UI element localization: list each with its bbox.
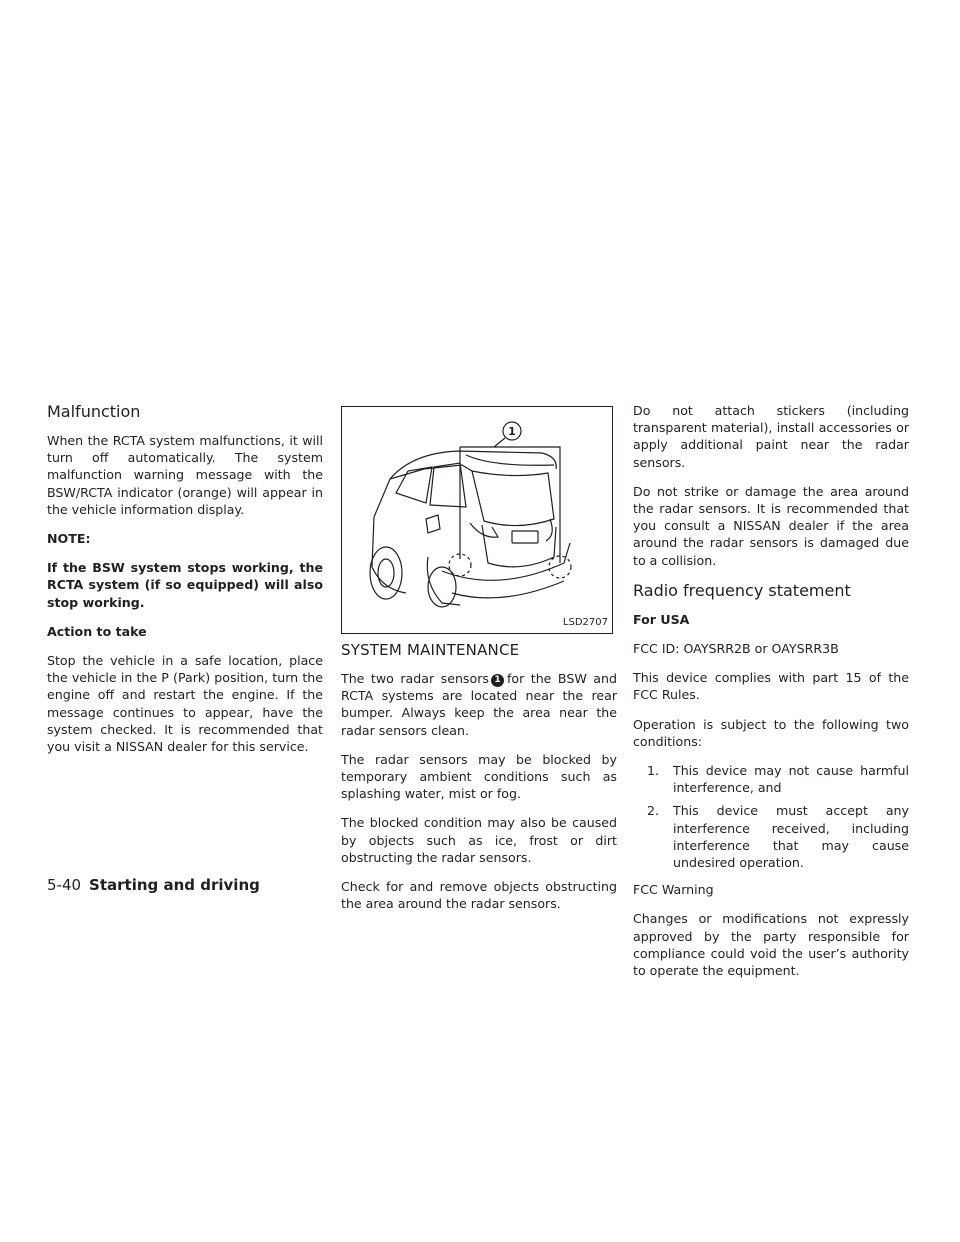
fcc-compliance-paragraph: This device complies with part 15 of the FCC Rules.: [633, 670, 909, 703]
for-usa-subheading: For USA: [633, 611, 690, 627]
conditions-list: [633, 762, 909, 871]
vehicle-rear-illustration: [341, 406, 613, 634]
note-body: If the BSW system stops working, the RCTA system (if so equipped) will also stop working.: [47, 560, 323, 610]
list-item-text: This device may not cause harmful interference, and: [673, 763, 909, 796]
figure-code: LSD2707: [562, 616, 608, 628]
conditions-intro: Operation is subject to the following two conditions:: [633, 716, 909, 749]
section-heading-radio-frequency: Radio frequency statement: [633, 580, 851, 600]
maintenance-paragraph-4: Check for and remove objects obstructing the area around the radar sensors.: [341, 879, 617, 912]
note-heading: NOTE:: [47, 531, 91, 547]
maintenance-paragraph-3: The blocked condition may also be caused by objects such as ice, frost or dirt obstructing the radar sensors.: [341, 815, 617, 865]
figure-callout-number: 1: [508, 425, 516, 438]
fcc-id: FCC ID: OAYSRR2B or OAYSRR3B: [633, 641, 839, 657]
maintenance-paragraph-2: The radar sensors may be blocked by temporary ambient conditions such as splashing water, mist or fog.: [341, 751, 617, 802]
column-right: [633, 402, 909, 991]
chapter-title: Starting and driving: [89, 876, 260, 894]
malfunction-paragraph: When the RCTA system malfunctions, it will turn off automatically. The system malfunction warning message with the BSW/RCTA indicator (orange) will appear in the vehicle information display.: [47, 433, 323, 517]
stickers-paragraph: Do not attach stickers (including transparent material), install accessories or apply additional paint near the radar sensors.: [633, 403, 909, 470]
sensor-callout-badge: 1: [491, 674, 504, 687]
fcc-warning-paragraph: Changes or modifications not expressly approved by the party responsible for compliance could void the user’s authority to operate the equipment.: [633, 911, 909, 979]
list-item: [633, 802, 909, 871]
page-number: 5-40: [47, 876, 82, 894]
action-paragraph: Stop the vehicle in a safe location, place the vehicle in the P (Park) position, turn the engine off and restart the engine. If the message continues to appear, have the system checked. It is recommended that you visit a NISSAN dealer for this service.: [47, 653, 323, 755]
maintenance-paragraph-1: [341, 670, 617, 739]
page-footer: [47, 876, 260, 894]
list-item-number: 1.: [647, 763, 660, 779]
maintenance-paragraph-1-start: The two radar sensors: [341, 671, 489, 686]
list-item-number: 2.: [647, 803, 660, 819]
damage-paragraph: Do not strike or damage the area around the radar sensors. It is recommended that you consult a NISSAN dealer if the area around the radar sensors is damaged due to a collision.: [633, 483, 909, 568]
list-item-text: This device must accept any interference received, including interference that may cause undesired operation.: [673, 803, 909, 871]
section-heading-malfunction: Malfunction: [47, 402, 141, 421]
list-item: [633, 762, 909, 796]
fcc-warning-heading: FCC Warning: [633, 882, 714, 898]
action-heading: Action to take: [47, 623, 147, 639]
vehicle-drawing: [342, 407, 612, 633]
column-left: [47, 402, 323, 767]
maintenance-paragraph-1-end: for the BSW and RCTA systems are located near the rear bumper. Always keep the area near the radar sensors clean.: [341, 671, 617, 738]
column-middle: [341, 402, 617, 924]
section-heading-system-maintenance: SYSTEM MAINTENANCE: [341, 641, 520, 659]
